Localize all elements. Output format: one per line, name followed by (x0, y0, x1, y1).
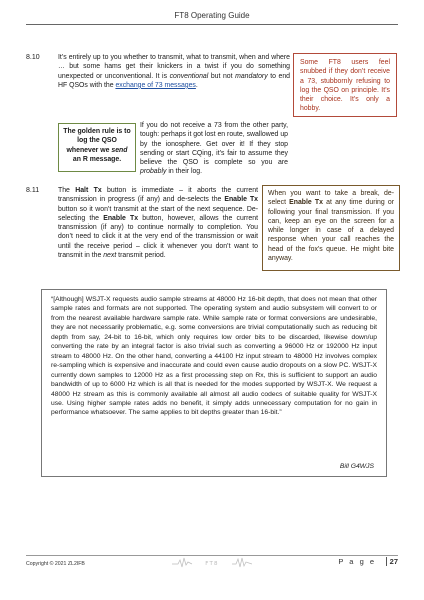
ft8-waveform-logo-icon (172, 555, 252, 569)
exchange-of-73-link[interactable]: exchange of 73 messages (115, 81, 196, 89)
enable-tx-term: Enable Tx (289, 199, 323, 207)
text-run: . (195, 81, 198, 89)
emphasis-send: send (111, 146, 128, 154)
text-run: button, however, allows the current transmission (if any) to continue normally to completion. You don’t need to click it at the very end of the transmission or wait until the receive period – click it whenever you don’t want to transmit in the (58, 214, 258, 260)
text-run: If you do not receive a 73 from the other party, tough: perhaps it got lost en route, swallowed up by the ionosphere. Get over it! If they stop sending or start CQing, it’s fair to assume they believe the QSO is complete so you are (140, 122, 288, 167)
text-run: When you want to take a break, de-select (268, 190, 394, 207)
text-run: button is immediate – it aborts the current transmission in progress (if any) and de-selects the (58, 187, 258, 204)
section-number-8-11: 8.11 (26, 187, 40, 194)
enable-tx-term: Enable Tx (103, 214, 139, 222)
page-header (26, 11, 398, 25)
take-a-break-callout-box (262, 185, 400, 271)
text-run: an R message. (72, 155, 122, 163)
section-8-10-paragraph-1 (58, 53, 290, 90)
text-run: The golden rule is to log the QSO whenever we (63, 128, 131, 154)
quote-text: “[Although] WSJT-X requests audio sample streams at 48000 Hz 16-bit depth, that does not mean that other sample rates and formats are not supported. The operating system and audio subsystem will convert to or from the nearest available hardware sample rate. While sample rate or format conversions are undesirable, they are not necessarily problematic, e.g. some conversions are trivial computationally such as reducing bit depth from say, 24-bit to 16-bit, which only requires low order bits to be discarded, likewise down/up converting the rate by an integral factor is also trivial such as converting a 96000 Hz or 192000 Hz input stream to 48000 Hz. On the other hand, converting a 44100 Hz input stream to 48000 Hz involves complex re-sampling which is expensive and inaccurate and could even cause audio dropouts on a slow PC. WSJT-X currently down samples to 12000 Hz as a first processing step on Rx, this is sufficient to support an audio bandwidth of up to 6000 Hz which is all that is needed for the modes supported by WSJT-X. We request a 48000 Hz stream as this is commonly available all almost all audio codecs of suitable quality for WSJT-X use. Using higher sample rates adds no benefit, it simply adds unnecessary computation for no gain in performance whatsoever. The same applies to bit depths greater than 16-bit.” (51, 296, 377, 417)
emphasis-next: next (103, 252, 117, 260)
svg-text:FT8: FT8 (205, 561, 219, 567)
text-run: but not (208, 72, 236, 80)
g4wjs-quote-box (41, 289, 387, 477)
emphasis-probably: probably (140, 168, 167, 176)
text-run: in their log. (166, 168, 203, 176)
emphasis-conventional: conventional (169, 72, 209, 80)
page-label: P a g e (338, 557, 376, 566)
golden-rule-callout-box (58, 123, 136, 172)
text-run: The (58, 187, 76, 194)
halt-tx-term: Halt Tx (75, 187, 102, 194)
snubbed-callout-box: Some FT8 users feel snubbed if they don’t receive a 73, stubbornly refusing to log the QSO on principle. It’s their choice. It’s only a hobby. (293, 53, 397, 117)
text-run: at any time during or following your final transmission. If you can, keep an eye on the screen for a while longer in case of a delayed response when your call reaches the head of the fox’s queue. He might bite anyway. (268, 199, 394, 263)
page-header-title: FT8 Operating Guide (174, 11, 250, 20)
text-run: button so it won’t transmit at the start of the next sequence. De-selecting the (58, 205, 258, 222)
enable-tx-term: Enable Tx (224, 196, 258, 204)
quote-signature: Bill G4WJS (339, 462, 374, 470)
copyright-text: Copyright © 2021 ZL2IFB (26, 561, 85, 567)
text-run: transmit period. (116, 252, 166, 260)
section-number-8-10: 8.10 (26, 54, 40, 61)
section-8-10-paragraph-2-wrap (140, 121, 288, 177)
emphasis-mandatory: mandatory (235, 72, 268, 80)
page-number: 27 (386, 557, 398, 566)
section-8-11-paragraph (58, 186, 258, 260)
text-run: It’s entirely up to you whether to transmit, what to transmit, when and where … but some hams get their knickers in a twist if you do something unexpected or unconventional. It is (58, 54, 290, 80)
text-run: to end HF QSOs with the (58, 72, 290, 89)
